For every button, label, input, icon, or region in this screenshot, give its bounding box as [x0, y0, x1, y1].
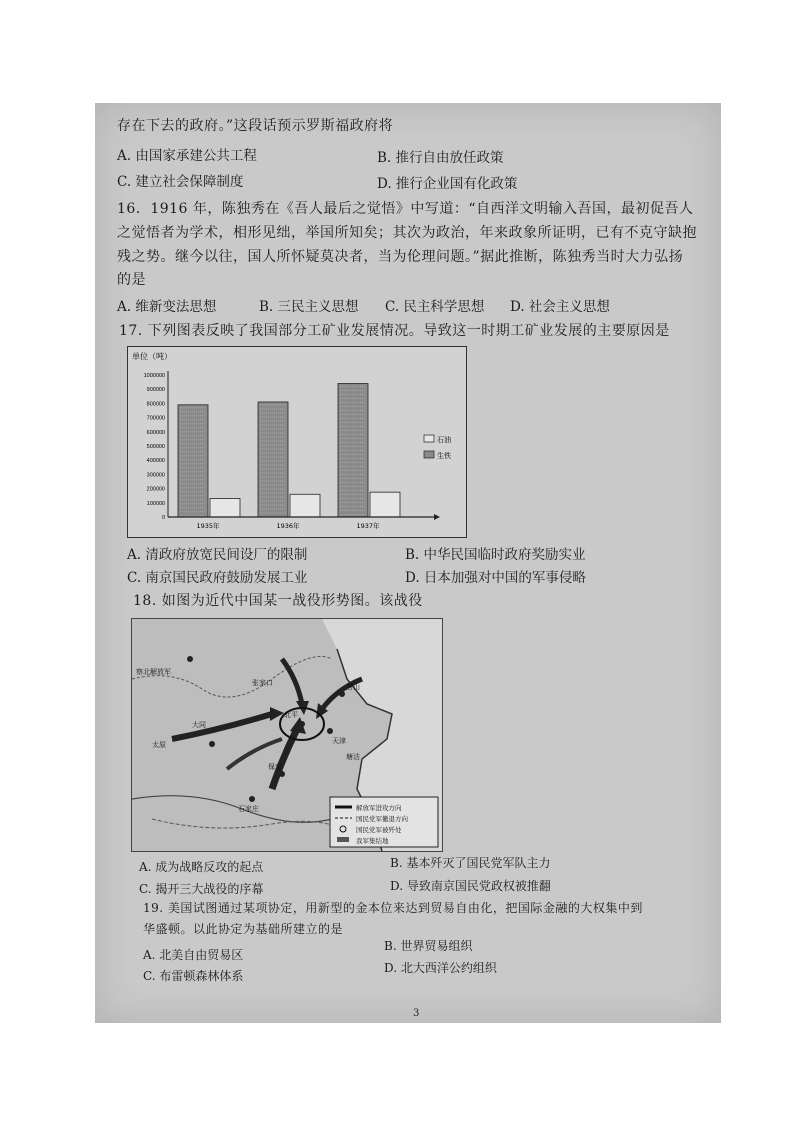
q16-option-d[interactable]: D. 社会主义思想 [510, 299, 610, 315]
q16-stem-line3: 残之势。继今以往，国人所怀疑莫决者，当为伦理问题。”据此推断，陈独秀当时大力弘扬 [117, 249, 684, 265]
legend-label: 石油 [437, 436, 451, 444]
map-label: 保定 [268, 763, 282, 771]
y-tick-label: 300000 [146, 472, 165, 479]
legend-label: 生铁 [437, 452, 451, 460]
city-marker [339, 691, 345, 697]
q17-option-c[interactable]: C. 南京国民政府鼓励发展工业 [127, 570, 308, 586]
city-marker [187, 656, 193, 662]
map-label: 大同 [192, 721, 206, 729]
q17-stem: 17. 下列图表反映了我国部分工矿业发展情况。导致这一时期工矿业发展的主要原因是 [119, 323, 670, 339]
q19-option-a[interactable]: A. 北美自由贸易区 [143, 948, 244, 962]
q17-bar-chart [127, 346, 467, 538]
q18-option-b[interactable]: B. 基本歼灭了国民党军队主力 [390, 856, 551, 870]
q19-option-c[interactable]: C. 布雷顿森林体系 [143, 969, 244, 983]
legend-symbol [337, 837, 349, 842]
border-line [132, 657, 332, 698]
bar-石油-1936年 [258, 402, 288, 517]
q19-stem-line2: 华盛顿。以此协定为基础所建立的是 [143, 922, 344, 936]
map-legend-item: 国民党军被歼处 [356, 826, 402, 834]
q18-battle-map [131, 618, 443, 852]
map-label: 塘沽 [346, 753, 360, 761]
q15-option-c[interactable]: C. 建立社会保障制度 [117, 174, 244, 190]
map-label: 张家口 [252, 679, 273, 687]
map-label: 北平 [284, 711, 298, 719]
q16-option-a[interactable]: A. 维新变法思想 [117, 299, 217, 315]
map-label: 天津 [332, 737, 346, 745]
exam-page [95, 103, 721, 1023]
q16-stem-line2: 之觉悟者为学术，相形见绌，举国所知矣；其次为政治，年来政象所证明，已有不克守缺抱 [117, 225, 697, 241]
river [132, 796, 332, 823]
map-label: 石家庄 [238, 805, 259, 813]
bar-chart-svg [128, 347, 466, 537]
x-tick-label: 1936年 [276, 522, 300, 530]
y-tick-label: 100000 [146, 500, 165, 507]
y-tick-label: 700000 [146, 415, 165, 422]
bar-生铁-1936年 [290, 494, 320, 517]
q17-option-a[interactable]: A. 清政府放宽民间设厂的限制 [127, 547, 308, 563]
q18-option-c[interactable]: C. 揭开三大战役的序幕 [139, 882, 264, 896]
q15-option-d[interactable]: D. 推行企业国有化政策 [377, 176, 518, 192]
y-tick-label: 400000 [146, 458, 165, 465]
chart-ylabel: 单位（吨） [132, 352, 172, 361]
legend-swatch [424, 435, 434, 442]
city-marker [279, 771, 285, 777]
q15-option-b[interactable]: B. 推行自由放任政策 [377, 150, 504, 166]
map-legend-item: 解放军进攻方向 [356, 804, 402, 812]
q17-option-b[interactable]: B. 中华民国临时政府奖励实业 [405, 547, 586, 563]
y-tick-label: 900000 [146, 387, 165, 394]
q19-option-b[interactable]: B. 世界贸易组织 [384, 939, 473, 953]
q18-option-d[interactable]: D. 导致南京国民党政权被推翻 [390, 879, 551, 893]
q17-option-d[interactable]: D. 日本加强对中国的军事侵略 [405, 570, 586, 586]
legend-swatch [424, 451, 434, 458]
page-number: 3 [413, 1008, 420, 1019]
y-tick-label: 0 [161, 515, 165, 521]
q19-stem-line1: 19. 美国试图通过某项协定，用新型的金本位来达到贸易自由化，把国际金融的大权集中到 [143, 901, 643, 915]
attack-arrow [172, 714, 272, 739]
q19-option-d[interactable]: D. 北大西洋公约组织 [384, 961, 497, 975]
map-legend-item: 国民党军撤退方向 [356, 815, 408, 823]
x-axis-arrow [434, 514, 440, 520]
map-label: 察北解放军 [136, 668, 171, 676]
q16-option-c[interactable]: C. 民主科学思想 [385, 299, 485, 315]
map-legend-item: 我军集结地 [356, 837, 389, 845]
x-tick-label: 1937年 [356, 522, 380, 530]
x-tick-label: 1935年 [196, 522, 220, 530]
bar-生铁-1935年 [210, 499, 240, 517]
bar-生铁-1937年 [370, 492, 400, 517]
city-marker [249, 796, 255, 802]
q16-option-b[interactable]: B. 三民主义思想 [259, 299, 359, 315]
q16-stem-line4: 的是 [117, 272, 146, 288]
map-label: 唐山 [346, 683, 360, 691]
q16-stem-line1: 16．1916 年，陈独秀在《吾人最后之觉悟》中写道：“自西洋文明输入吾国，最初促吾人 [117, 201, 694, 217]
y-tick-label: 1000000 [143, 373, 165, 379]
y-tick-label: 500000 [146, 444, 165, 450]
bar-石油-1935年 [178, 405, 208, 517]
city-marker [299, 721, 305, 727]
y-tick-label: 200000 [146, 486, 165, 493]
city-marker [209, 741, 215, 747]
q18-option-a[interactable]: A. 成为战略反攻的起点 [139, 860, 264, 874]
city-marker [327, 728, 333, 734]
q18-stem: 18. 如图为近代中国某一战役形势图。该战役 [133, 593, 423, 609]
y-tick-label: 600000 [146, 429, 165, 436]
battle-map-svg [132, 619, 442, 851]
q15-option-a[interactable]: A. 由国家承建公共工程 [117, 148, 257, 164]
y-tick-label: 800000 [146, 401, 165, 408]
map-label: 太原 [152, 741, 166, 749]
q15-stem-tail: 存在下去的政府。”这段话预示罗斯福政府将 [117, 118, 394, 134]
